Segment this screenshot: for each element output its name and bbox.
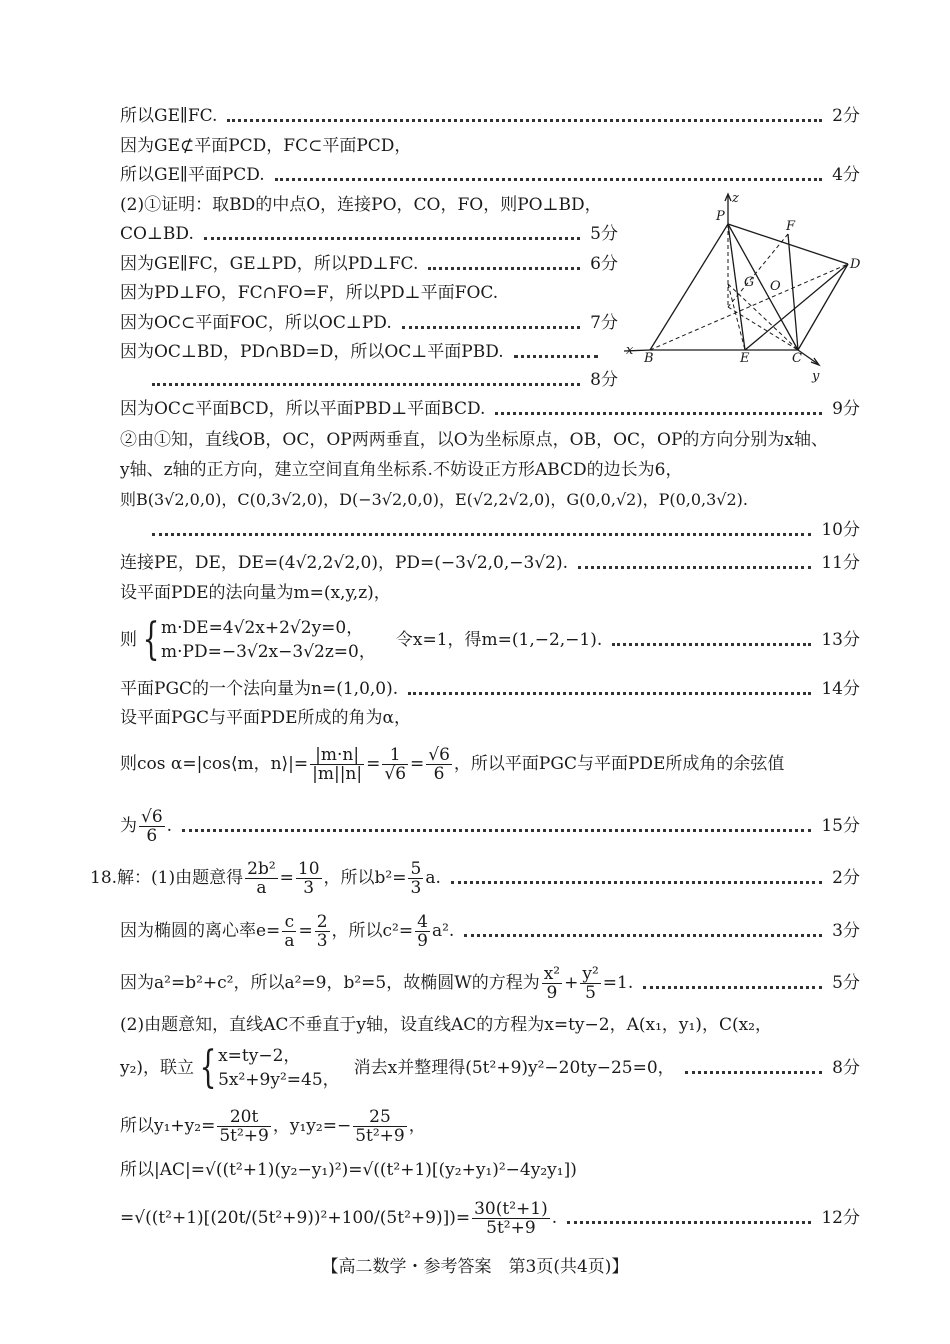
answer-text: 为 bbox=[120, 816, 137, 836]
fraction: $\frac{5}{3}$ bbox=[410, 858, 422, 898]
score-label: 6分 bbox=[590, 254, 618, 274]
equation-1: x=ty−2， bbox=[218, 1046, 301, 1066]
answer-line-24: 因为椭圆的离心率e= $\frac{c}{a}$ = $\frac{2}{3}$ ，所以c²= $\frac{4}{9}$ a². 3分 bbox=[120, 911, 860, 951]
answer-text: ，所以平面PGC与平面PDE所成角的余弦值 bbox=[453, 754, 785, 774]
score-label: 12分 bbox=[821, 1208, 860, 1228]
dot-leader bbox=[152, 533, 811, 536]
dot-leader bbox=[612, 643, 811, 646]
score-label: 2分 bbox=[832, 868, 860, 888]
answer-line-9 bbox=[120, 340, 608, 364]
dot-leader bbox=[408, 692, 811, 695]
answer-line-20: 设平面PGC与平面PDE所成的角为α， bbox=[120, 708, 411, 728]
answer-text: 因为a²=b²+c²，所以a²=9，b²=5，故椭圆W的方程为 bbox=[120, 973, 540, 993]
dot-leader bbox=[567, 1221, 811, 1224]
answer-line-29: 所以|AC|=√((t²+1)(y₂−y₁)²)=√((t²+1)[(y₂+y₁)²−4y₂y₁]) bbox=[120, 1160, 577, 1180]
answer-text: CO⊥BD. bbox=[120, 224, 194, 244]
answer-text: =√((t²+1)[(20t/(5t²+9))²+100/(5t²+9)])= bbox=[120, 1208, 471, 1228]
score-label: 10分 bbox=[821, 520, 860, 540]
score-label: 15分 bbox=[821, 816, 860, 836]
answer-text: 所以GE∥平面PCD. bbox=[120, 165, 265, 185]
answer-line-18 bbox=[120, 612, 860, 668]
dot-leader bbox=[204, 237, 580, 240]
dot-leader bbox=[152, 383, 580, 386]
answer-text: 18.解：(1)由题意得 bbox=[90, 868, 244, 888]
answer-line-26: (2)由题意知，直线AC不垂直于y轴，设直线AC的方程为x=ty−2，A(x₁，y₁)，C(x₂， bbox=[120, 1015, 772, 1035]
answer-line-15 bbox=[152, 518, 860, 542]
answer-line-14: 则B(3√2,0,0)，C(0,3√2,0)，D(−3√2,0,0)，E(√2,2√2,0)，G(0,0,√2)，P(0,0,3√2). bbox=[120, 490, 748, 509]
answer-line-2: 因为GE⊄平面PCD，FC⊂平面PCD， bbox=[120, 136, 412, 156]
answer-line-19 bbox=[120, 677, 860, 701]
answer-line-13: y轴、z轴的正方向，建立空间直角坐标系.不妨设正方形ABCD的边长为6， bbox=[120, 460, 683, 480]
label-x: x bbox=[626, 343, 634, 358]
equation-system bbox=[161, 616, 376, 664]
answer-line-6 bbox=[120, 252, 618, 276]
label-D: D bbox=[850, 257, 861, 272]
equation-1: m·DE=4√2x+2√2y=0， bbox=[161, 618, 364, 638]
fraction: $\frac{\text{30(t²+1)}}{\text{5t²+9}}$ bbox=[474, 1198, 548, 1238]
equation-system bbox=[218, 1044, 340, 1092]
label-G: G bbox=[744, 275, 755, 290]
answer-line-30: =√((t²+1)[(20t/(5t²+9))²+100/(5t²+9)])= $\frac{\text{30(t²+1)}}{\text{5t²+9}}$ . 12分 bbox=[120, 1198, 860, 1238]
answer-text: 因为OC⊂平面BCD，所以平面PBD⊥平面BCD. bbox=[120, 399, 486, 419]
answer-text: 因为OC⊥BD，PD∩BD=D，所以OC⊥平面PBD. bbox=[120, 342, 504, 362]
answer-line-11 bbox=[120, 397, 860, 421]
dot-leader bbox=[578, 566, 811, 569]
answer-text: 因为OC⊂平面FOC，所以OC⊥PD. bbox=[120, 313, 392, 333]
answer-line-12: ②由①知，直线OB，OC，OP两两垂直，以O为坐标原点，OB，OC，OP的方向分别为x轴、 bbox=[120, 430, 829, 450]
label-P: P bbox=[716, 209, 725, 224]
fraction: $\frac{1}{√6}$ bbox=[384, 744, 407, 784]
fraction: $\frac{√6}{6}$ bbox=[428, 744, 450, 784]
label-E: E bbox=[740, 351, 750, 366]
answer-line-3 bbox=[120, 163, 860, 187]
edge-CD bbox=[798, 264, 848, 350]
score-label: 7分 bbox=[590, 313, 618, 333]
answer-line-21: 则cos α=|cos⟨m，n⟩|= $\frac{|m\cdot n|}{|m||n|}$ = $\frac{1}{√6}$ = $\frac{√6}{6}$ ，所以平面PGC与平面PDE所成角的余弦值 bbox=[120, 744, 785, 784]
score-label: 5分 bbox=[832, 973, 860, 993]
answer-line-7: 因为PD⊥FO，FC∩FO=F，所以PD⊥平面FOC. bbox=[120, 283, 499, 303]
score-label: 9分 bbox=[832, 399, 860, 419]
equation-2: m·PD=−3√2x−3√2z=0， bbox=[161, 642, 376, 662]
answer-line-23: 18.解：(1)由题意得 $\frac{\text{2b²}}{a}$ = $\frac{10}{3}$ ，所以b²= $\frac{5}{3}$ a. 2分 bbox=[90, 858, 860, 898]
score-label: 4分 bbox=[832, 165, 860, 185]
dot-leader bbox=[495, 412, 822, 415]
dot-leader bbox=[451, 881, 822, 884]
label-O: O bbox=[770, 279, 781, 294]
fraction: $\frac{\text{x²}}{9}$ bbox=[543, 963, 561, 1003]
answer-text: 连接PE，DE，DE=(4√2,2√2,0)，PD=(−3√2,0,−3√2). bbox=[120, 553, 569, 573]
answer-text: 消去x并整理得(5t²+9)y²−20ty−25=0， bbox=[353, 1058, 675, 1078]
fraction: $\frac{2}{3}$ bbox=[316, 911, 328, 951]
label-F: F bbox=[786, 219, 796, 234]
edge-PC bbox=[728, 224, 798, 350]
dot-leader bbox=[514, 355, 598, 358]
fraction: $\frac{\text{y²}}{5}$ bbox=[582, 963, 599, 1003]
answer-line-4: (2)①证明：取BD的中点O，连接PO，CO，FO，则PO⊥BD， bbox=[120, 195, 602, 215]
score-label: 11分 bbox=[821, 553, 860, 573]
answer-text: 则cos α=|cos⟨m，n⟩|= bbox=[120, 754, 309, 774]
dot-leader bbox=[643, 986, 822, 989]
answer-line-8 bbox=[120, 311, 618, 335]
answer-line-1 bbox=[120, 104, 860, 128]
answer-text: 因为GE∥FC，GE⊥PD，所以PD⊥FC. bbox=[120, 254, 419, 274]
system-brace: { bbox=[142, 614, 160, 665]
fraction: $\frac{c}{a}$ bbox=[284, 911, 295, 951]
answer-line-25: 因为a²=b²+c²，所以a²=9，b²=5，故椭圆W的方程为 $\frac{\text{x²}}{9}$ + $\frac{\text{y²}}{5}$ =1. 5分 bbox=[120, 963, 860, 1003]
segment-GE bbox=[728, 284, 745, 350]
dot-leader bbox=[227, 119, 822, 122]
segment-GC bbox=[728, 284, 798, 350]
answer-line-17: 设平面PDE的法向量为m=(x,y,z)， bbox=[120, 583, 391, 603]
answer-text: 所以GE∥FC. bbox=[120, 106, 218, 126]
label-C: C bbox=[792, 351, 802, 366]
page-footer: 【高二数学・参考答案 第3页(共4页)】 bbox=[321, 1257, 629, 1277]
edge-FC bbox=[788, 234, 798, 350]
dot-leader bbox=[402, 326, 580, 329]
fraction: $\frac{√6}{6}$ bbox=[141, 806, 163, 846]
answer-line-16 bbox=[120, 551, 860, 575]
dot-leader bbox=[275, 178, 822, 181]
answer-text: 则 bbox=[120, 630, 137, 650]
answer-text: y₂)，联立 bbox=[120, 1058, 195, 1078]
fraction: $\frac{10}{3}$ bbox=[297, 858, 320, 898]
answer-line-28: 所以y₁+y₂= $\frac{20t}{\text{5t²+9}}$ ，y₁y₂=− $\frac{25}{\text{5t²+9}}$ ， bbox=[120, 1106, 426, 1146]
dot-leader bbox=[464, 934, 822, 937]
fraction: $\frac{25}{\text{5t²+9}}$ bbox=[355, 1106, 405, 1146]
score-label: 5分 bbox=[590, 224, 618, 244]
answer-text: 平面PGC的一个法向量为n=(1,0,0). bbox=[120, 679, 399, 699]
dot-leader bbox=[182, 829, 811, 832]
fraction: $\frac{4}{9}$ bbox=[417, 911, 428, 951]
score-label: 14分 bbox=[821, 679, 860, 699]
answer-text: 所以y₁+y₂= bbox=[120, 1116, 216, 1136]
fraction: $\frac{|m\cdot n|}{|m||n|}$ bbox=[312, 744, 363, 784]
score-label: 2分 bbox=[832, 106, 860, 126]
label-z: z bbox=[732, 191, 739, 206]
answer-text: 因为椭圆的离心率e= bbox=[120, 921, 281, 941]
label-B: B bbox=[644, 351, 654, 366]
answer-line-5 bbox=[120, 222, 618, 246]
label-y: y bbox=[812, 369, 820, 384]
dot-leader bbox=[685, 1071, 822, 1074]
score-label: 8分 bbox=[832, 1058, 860, 1078]
equation-2: 5x²+9y²=45， bbox=[218, 1070, 340, 1090]
answer-line-22: 为 $\frac{√6}{6}$ . 15分 bbox=[120, 806, 860, 846]
dot-leader bbox=[428, 267, 580, 270]
pyramid-figure bbox=[620, 188, 870, 388]
segment-OC bbox=[728, 307, 798, 350]
answer-text: 令x=1，得m=(1,−2,−1). bbox=[395, 630, 603, 650]
fraction: $\frac{\text{2b²}}{a}$ bbox=[247, 858, 276, 898]
segment-FO bbox=[728, 234, 788, 307]
answer-line-27 bbox=[120, 1040, 860, 1096]
fraction: $\frac{20t}{\text{5t²+9}}$ bbox=[219, 1106, 269, 1146]
edge-PB bbox=[650, 224, 728, 350]
system-brace: { bbox=[199, 1042, 217, 1093]
answer-line-10 bbox=[152, 368, 618, 392]
score-label: 13分 bbox=[821, 630, 860, 650]
score-label: 8分 bbox=[590, 370, 618, 390]
score-label: 3分 bbox=[832, 921, 860, 941]
